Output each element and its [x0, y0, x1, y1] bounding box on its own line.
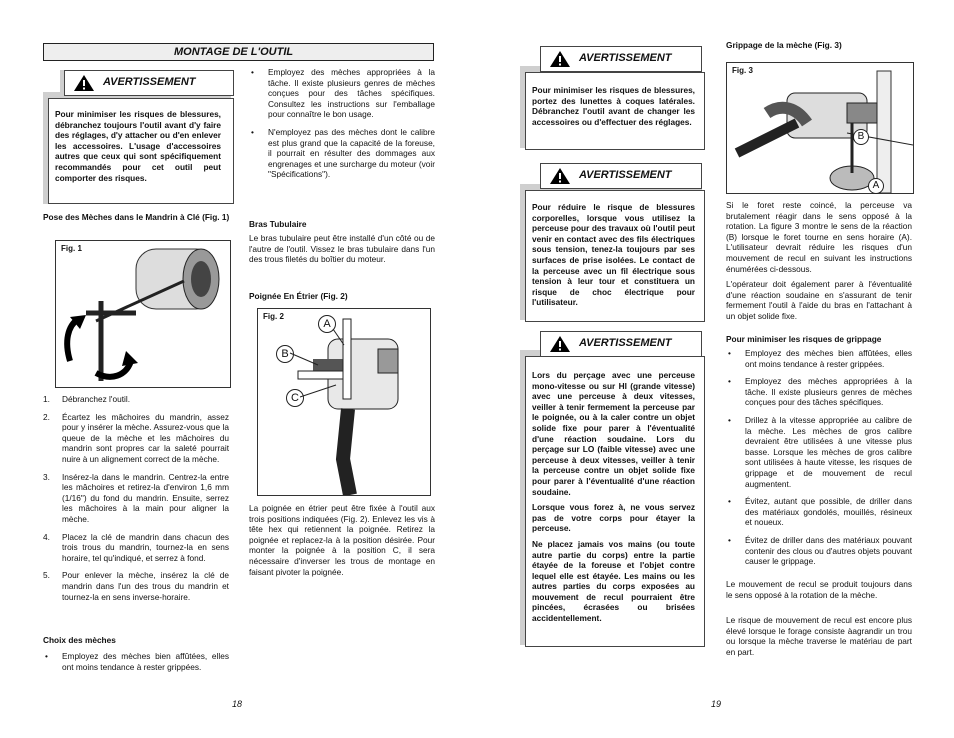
warning-paragraph: Lors du perçage avec une perceuse mono-vitesse ou sur HI (grande vitesse) avec une perceuse à deux vitesses, veiller à tenir fermement la perceuse par le poignée, ou à la caler contre un objet solide fixe pour parer à l'éventualité d'une réaction soudaine. Lors du perçage sur LO (faible vitesse) avec une perceuse à deux vitesses, veiller à tenir la perceuse contre un objet solide fixe pour parer à l'éventualité d'une réaction soudaine.	[532, 370, 695, 497]
choix-heading: Choix des mèches	[43, 635, 116, 645]
warning-triangle-icon	[549, 50, 571, 68]
list-item: 5. Pour enlever la mèche, insérez la clé de mandrin dans l'un des trous du mandrin et tournez-la en sens inverse-horaire.	[43, 570, 229, 602]
grippage-p1: Si le foret reste coincé, la perceuse va brutalement réagir dans le sens opposé à la rotation. La figure 3 montre le sens de la réaction (B) lorsque le foret tourne en sens horaire (A). L'utilisateur devrait réduire les risques d'un mouvement de recul en suivant les instructions énumérées ci-dessous.	[726, 200, 912, 274]
list-item: • Évitez de driller dans des matériaux pouvant contenir des clous ou d'autres objets pouvant causer le grippage.	[726, 535, 912, 567]
pose-heading: Pose des Mèches dans le Mandrin à Clé (Fig. 1)	[43, 212, 230, 222]
grippage-subheading: Pour minimiser les risques de grippage	[726, 334, 882, 344]
warning-paragraph: Lorsque vous forez à, ne vous servez pas de votre corps pour étayer la perceuse.	[532, 502, 695, 534]
choix-list	[43, 651, 229, 679]
column2-bullets	[249, 67, 435, 187]
list-item: • Évitez, autant que possible, de driller dans des matériaux gondolés, mouillés, résineux et noueux.	[726, 496, 912, 528]
list-item: 2. Écartez les mâchoires du mandrin, assez pour y insérer la mèche. Assurez-vous que la queue de la mèche et les mâchoires du mandrin sont propres car la saleté pourrait nuire à un alignement correct de la mèche.	[43, 411, 229, 464]
warning-paragraph: Ne placez jamais vos mains (ou toute autre partie du corps) entre la partie étayée de la foreuse et l'objet contre lequel elle est étayée. Les mains ou les autres parties du corps exposées au mouvement de recul pourraient être pincées, écrasées ou brisées accidentellement.	[532, 538, 695, 624]
callout-b: B	[276, 345, 294, 363]
grippage-heading: Grippage de la mèche (Fig. 3)	[726, 40, 842, 50]
warning-text: Pour réduire le risque de blessures corporelles, lorsque vous utilisez la perceuse pour des travaux où l'outil peut venir en contact avec des fils électriques sous tension, tenez-la toujours par ses surfaces de prise isolées. Le contact de la perceuse avec un fil électrique sous tension à leur tour et constituera un risque de choc électrique pour l'utilisateur.	[532, 202, 695, 308]
list-item: • Employez des mèches bien affûtées, elles ont moins tendance à rester grippées.	[43, 651, 229, 672]
figure-2	[257, 308, 431, 496]
list-item: 3. Insérez-la dans le mandrin. Centrez-la entre les mâchoires et retirez-la d'environ 1,6 mm (1/16") du fond du mandrin. Ensuite, serrez les mâchoires à la main pour aligner la mèche.	[43, 471, 229, 524]
list-item: • Employez des mèches appropriées à la tâche. Il existe plusieurs genres de mèches conçues pour des tâches spécifiques.	[726, 376, 912, 408]
figure-3	[726, 62, 914, 194]
warning-text: Pour minimiser les risques de blessures, débranchez toujours l'outil avant d'y faire des réglages, d'y attacher ou d'en enlever les accessoires. L'usage d'accessoires autres que ceux qui sont spécifiquement recommandés pour cet outil peut comporter des risques.	[55, 109, 221, 183]
grippage-p4: Le risque de mouvement de recul est encore plus élevé lorsque le forage consiste àagrandir un trou ou lorsque la mèche traverse le matériau de part en part.	[726, 615, 912, 657]
warning-label: AVERTISSEMENT	[579, 337, 672, 349]
grippage-p2: L'opérateur doit également parer à l'éventualité d'une réaction soudaine en s'assurant de tenir fermement l'outil à l'aide du bras en l'attachant à un objet solide fixe.	[726, 279, 912, 321]
figure-1	[55, 240, 231, 388]
poignee-heading: Poignée En Étrier (Fig. 2)	[249, 291, 348, 301]
warning-triangle-icon	[549, 167, 571, 185]
drill-handle-illustration	[258, 309, 430, 495]
warning-label: AVERTISSEMENT	[579, 52, 672, 64]
figure-label: Fig. 3	[732, 66, 753, 75]
list-item: • Employez des mèches bien affûtées, elles ont moins tendance à rester grippées.	[726, 348, 912, 369]
poignee-text: La poignée en étrier peut être fixée à l'outil aux trois positions indiquées (Fig. 2). Enlevez les vis à tête hex qui retiennent la poignée. Retirez la poignée et replacez-la à la position désirée. Pour monter la poignée à la position C, il sera nécessaire d'inverser les trous de montage en faisant pivoter la poignée.	[249, 503, 435, 577]
drill-chuck-illustration	[56, 241, 230, 387]
bras-text: Le bras tubulaire peut être installé d'un côté ou de l'autre de l'outil. Vissez le bras tubulaire dans l'un des trous filetés du boîtier du moteur.	[249, 233, 435, 265]
figure-label: Fig. 2	[263, 312, 284, 321]
warning-label: AVERTISSEMENT	[103, 76, 196, 88]
section-title: MONTAGE DE L'OUTIL	[43, 43, 434, 61]
list-item: • Drillez à la vitesse appropriée au calibre de la mèche. Les mèches de gros calibre devraient être utilisées à une vitesse plus basse. Lorsque les mèches de gros calibre sont utilisées à haute vitesse, les risques de grippage et de mouvement de recul augmentent.	[726, 415, 912, 489]
list-item: 4. Placez la clé de mandrin dans chacun des trois trous du mandrin, tournez-la en sens horaire, tel qu'indiqué, et serrez à fond.	[43, 531, 229, 563]
list-item: • Employez des mèches appropriées à la tâche. Il existe plusieurs genres de mèches conçues pour des tâches spécifiques. Consultez les instructions sur l'emballage pour connaître le bon usage.	[249, 67, 435, 120]
callout-b: B	[853, 129, 869, 145]
pose-steps	[43, 394, 229, 609]
figure-label: Fig. 1	[61, 244, 82, 253]
bras-heading: Bras Tubulaire	[249, 219, 307, 229]
drill-kickback-illustration	[727, 63, 913, 193]
callout-a: A	[868, 178, 884, 194]
warning-triangle-icon	[73, 74, 95, 92]
warning-label: AVERTISSEMENT	[579, 169, 672, 181]
page-number-right: 19	[711, 699, 722, 709]
warning-text: Pour minimiser les risques de blessures, portez des lunettes à coques latérales. Débranchez l'outil avant de changer les accessoires ou d'effectuer des réglages.	[532, 85, 695, 127]
warning-text	[532, 370, 695, 624]
callout-c: C	[286, 389, 304, 407]
list-item: • N'employez pas des mèches dont le calibre est plus grand que la capacité de la foreuse, il pourrait en résulter des dommages aux engrenages et une surcharge du moteur (voir "Spécifications").	[249, 127, 435, 180]
grippage-bullets	[726, 348, 912, 574]
callout-a: A	[318, 315, 336, 333]
list-item: 1. Débranchez l'outil.	[43, 394, 130, 404]
warning-triangle-icon	[549, 335, 571, 353]
grippage-p3: Le mouvement de recul se produit toujours dans le sens opposé à la rotation de la mèche.	[726, 579, 912, 600]
page-number-left: 18	[232, 699, 243, 709]
